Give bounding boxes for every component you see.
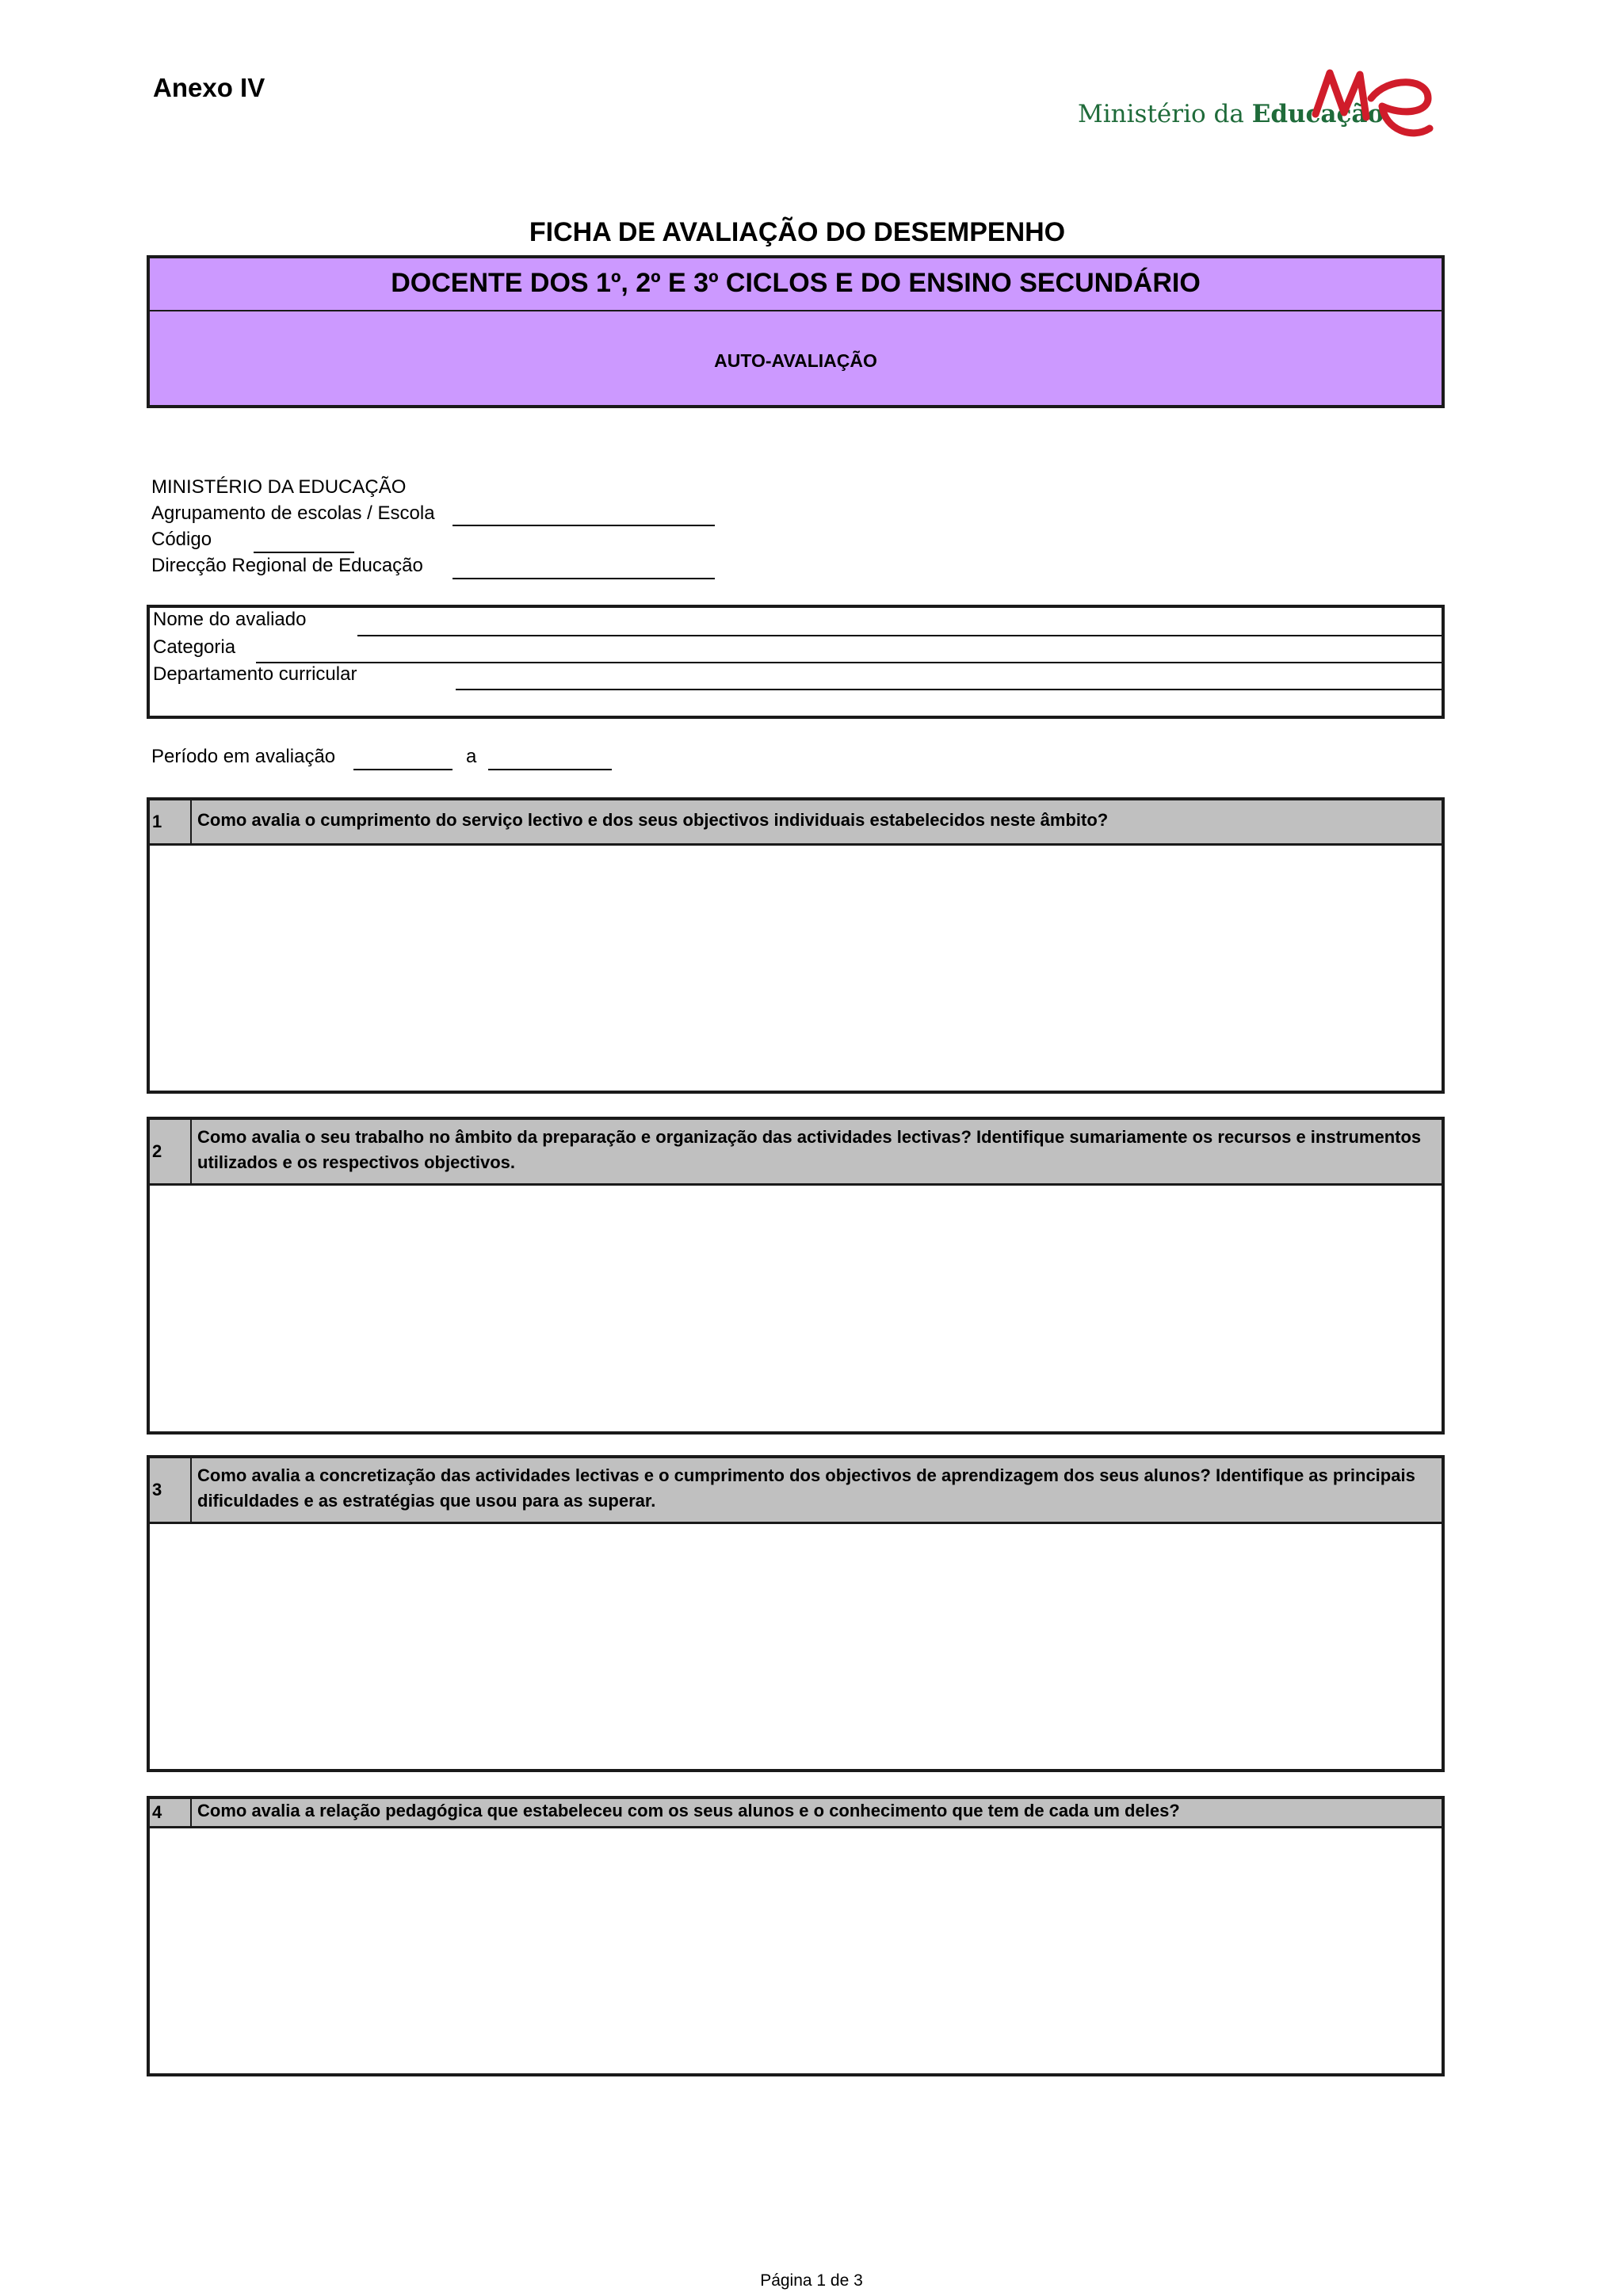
evaluated-name-field[interactable] xyxy=(357,635,1442,636)
question-header-1 xyxy=(150,800,1442,846)
ministry-label: MINISTÉRIO DA EDUCAÇÃO xyxy=(151,476,407,498)
department-label: Departamento curricular xyxy=(153,663,357,685)
page-number: Página 1 de 3 xyxy=(760,2271,863,2290)
category-label: Categoria xyxy=(153,636,236,658)
question-number: 2 xyxy=(150,1120,192,1183)
banner-subheading: AUTO-AVALIAÇÃO xyxy=(714,350,877,371)
code-field[interactable] xyxy=(254,552,354,553)
code-label: Código xyxy=(151,529,212,550)
evaluated-info-box xyxy=(147,605,1445,719)
question-box-1 xyxy=(147,797,1445,1094)
title-banner xyxy=(147,255,1445,408)
ministry-logo xyxy=(1078,70,1441,149)
question-box-3 xyxy=(147,1455,1445,1772)
annex-label: Anexo IV xyxy=(153,73,265,102)
question-header-3 xyxy=(150,1458,1442,1524)
logo-mark-icon xyxy=(1309,67,1444,149)
logo-text-part-1: Ministério da xyxy=(1078,100,1252,128)
form-title: FICHA DE AVALIAÇÃO DO DESEMPENHO xyxy=(529,217,1066,247)
banner-heading: DOCENTE DOS 1º, 2º E 3º CICLOS E DO ENSINO SECUNDÁRIO xyxy=(391,268,1201,298)
period-label: Período em avaliação xyxy=(151,746,336,767)
question-header-2 xyxy=(150,1120,1442,1186)
regional-direction-field[interactable] xyxy=(453,578,715,579)
evaluated-name-label: Nome do avaliado xyxy=(153,609,307,630)
school-grouping-field[interactable] xyxy=(453,525,715,526)
question-header-4 xyxy=(150,1799,1442,1828)
question-text: Como avalia a concretização das actividades lectivas e o cumprimento dos objectivos de aprendizagem dos seus alunos? Identifique as principais dificuldades e as estratégias que usou para as superar. xyxy=(197,1465,1415,1511)
banner-divider xyxy=(150,310,1442,311)
question-number: 1 xyxy=(150,800,192,843)
question-box-2 xyxy=(147,1117,1445,1435)
question-box-4 xyxy=(147,1796,1445,2076)
question-text: Como avalia a relação pedagógica que estabeleceu com os seus alunos e o conhecimento que tem de cada um deles? xyxy=(197,1801,1180,1820)
department-field[interactable] xyxy=(456,689,1442,690)
category-field[interactable] xyxy=(256,662,1442,663)
question-text: Como avalia o cumprimento do serviço lectivo e dos seus objectivos individuais estabelecidos neste âmbito? xyxy=(197,810,1109,830)
question-text: Como avalia o seu trabalho no âmbito da preparação e organização das actividades lectivas? Identifique sumariamente os recursos e instrumentos utilizados e os respectivos objectivos. xyxy=(197,1127,1422,1172)
period-separator: a xyxy=(466,746,477,767)
question-number: 3 xyxy=(150,1458,192,1522)
logo-text-part-2: Educação xyxy=(1251,100,1384,128)
question-number: 4 xyxy=(150,1799,192,1826)
school-grouping-label: Agrupamento de escolas / Escola xyxy=(151,502,435,524)
period-end-field[interactable] xyxy=(488,769,612,770)
period-start-field[interactable] xyxy=(353,769,453,770)
regional-direction-label: Direcção Regional de Educação xyxy=(151,555,423,576)
